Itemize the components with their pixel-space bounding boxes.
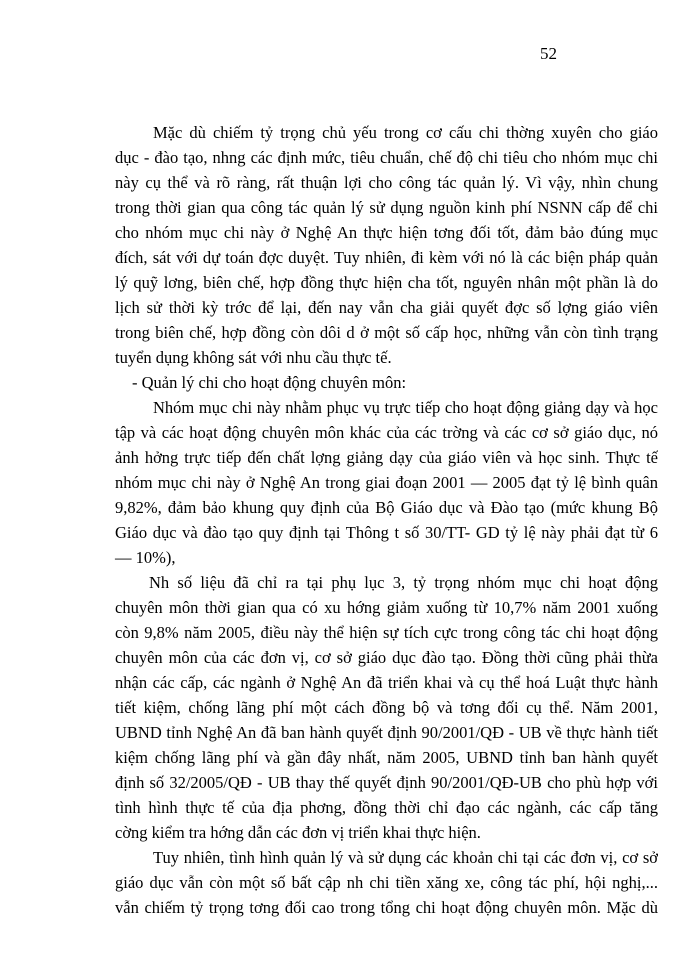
- text-line: tình hình thực tế của địa phơng, đồng thời chỉ đạo các ngành, các cấp tăng: [115, 798, 658, 817]
- text-line: kiệm chống lãng phí và gần đây nhất, năm 2005, UBND tỉnh ban hành quyết: [115, 748, 658, 767]
- text-line: 9,82%, đảm bảo khung quy định của Bộ Giáo dục và Đào tạo (mức khung Bộ: [115, 498, 658, 517]
- text-line: nhận các cấp, các ngành ở Nghệ An đã triển khai và cụ thể hoá Luật thực hành: [115, 673, 658, 692]
- text-line: Tuy nhiên, tình hình quản lý và sử dụng các khoản chi tại các đơn vị, cơ sở: [153, 848, 658, 867]
- text-line: chuyên môn của các đơn vị, cơ sở giáo dục đào tạo. Đồng thời cũng phải thừa: [115, 648, 658, 667]
- text-line: Nhóm mục chi này nhằm phục vụ trực tiếp cho hoạt động giảng dạy và học: [153, 398, 658, 417]
- text-line: cờng kiểm tra hớng dẫn các đơn vị triển khai thực hiện.: [115, 823, 481, 842]
- text-line: giáo dục vẫn còn một số bất cập nh chi tiền xăng xe, công tác phí, hội nghị,...: [115, 873, 658, 892]
- text-line: tiết kiệm, chống lãng phí một cách đồng bộ và tơng đối cụ thể. Năm 2001,: [115, 698, 658, 717]
- text-line: ảnh hởng trực tiếp đến chất lợng giảng dạy của giáo viên và học sinh. Thực tế: [115, 448, 658, 467]
- text-line: tuyển dụng không sát với nhu cầu thực tế.: [115, 348, 392, 367]
- text-line: Giáo dục và đào tạo quy định tại Thông t số 30/TT- GD tỷ lệ này phải đạt từ 6: [115, 523, 658, 542]
- text-line: đích, sát với dự toán đợc duyệt. Tuy nhiên, đi kèm với nó là các biện pháp quản: [115, 248, 658, 267]
- text-line: vẫn chiếm tỷ trọng tơng đối cao trong tổng chi hoạt động chuyên môn. Mặc dù: [115, 898, 658, 917]
- text-line: lịch sử thời kỳ trớc để lại, đến nay vẫn cha giải quyết đợc số lợng giáo viên: [115, 298, 658, 317]
- text-line: này cụ thể và rõ ràng, rất thuận lợi cho công tác quản lý. Vì vậy, nhìn chung: [115, 173, 658, 192]
- text-line: Nh số liệu đã chỉ ra tại phụ lục 3, tỷ trọng nhóm mục chi hoạt động: [149, 573, 658, 592]
- text-line: định số 32/2005/QĐ - UB thay thế quyết định 90/2001/QĐ-UB cho phù hợp với: [115, 773, 658, 792]
- text-line: tập và các hoạt động chuyên môn khác của các trờng và các cơ sở giáo dục, nó: [115, 423, 658, 442]
- text-line: — 10%),: [115, 548, 176, 567]
- page-number: 52: [540, 44, 557, 63]
- text-line: còn 9,8% năm 2005, điều này thể hiện sự tích cực trong công tác chi hoạt động: [115, 623, 658, 642]
- text-line: lý quỹ lơng, biên chế, hợp đồng thực hiện cha tốt, nguyên nhân một phần là do: [115, 273, 658, 292]
- text-line: trong thời gian qua công tác quản lý sử dụng nguồn kinh phí NSNN cấp để chi: [115, 198, 658, 217]
- text-line: nhóm mục chi này ở Nghệ An trong giai đoạn 2001 — 2005 đạt tỷ lệ bình quân: [115, 473, 658, 492]
- text-line: cho nhóm mục chi này ở Nghệ An thực hiện tơng đối tốt, đảm bảo đúng mục: [115, 223, 658, 242]
- text-line: Mặc dù chiếm tỷ trọng chủ yếu trong cơ cấu chi thờng xuyên cho giáo: [153, 123, 658, 142]
- text-line: trong biên chế, hợp đồng còn dôi d ở một số cấp học, những vẫn còn tình trạng: [115, 323, 658, 342]
- text-line: - Quản lý chi cho hoạt động chuyên môn:: [132, 373, 407, 392]
- text-line: chuyên môn thời gian qua có xu hớng giảm xuống từ 10,7% năm 2001 xuống: [115, 598, 658, 617]
- text-line: UBND tỉnh Nghệ An đã ban hành quyết định 90/2001/QĐ - UB về thực hành tiết: [115, 723, 658, 742]
- text-line: dục - đào tạo, nhng các định mức, tiêu chuẩn, chế độ chi tiêu cho nhóm mục chi: [115, 148, 658, 167]
